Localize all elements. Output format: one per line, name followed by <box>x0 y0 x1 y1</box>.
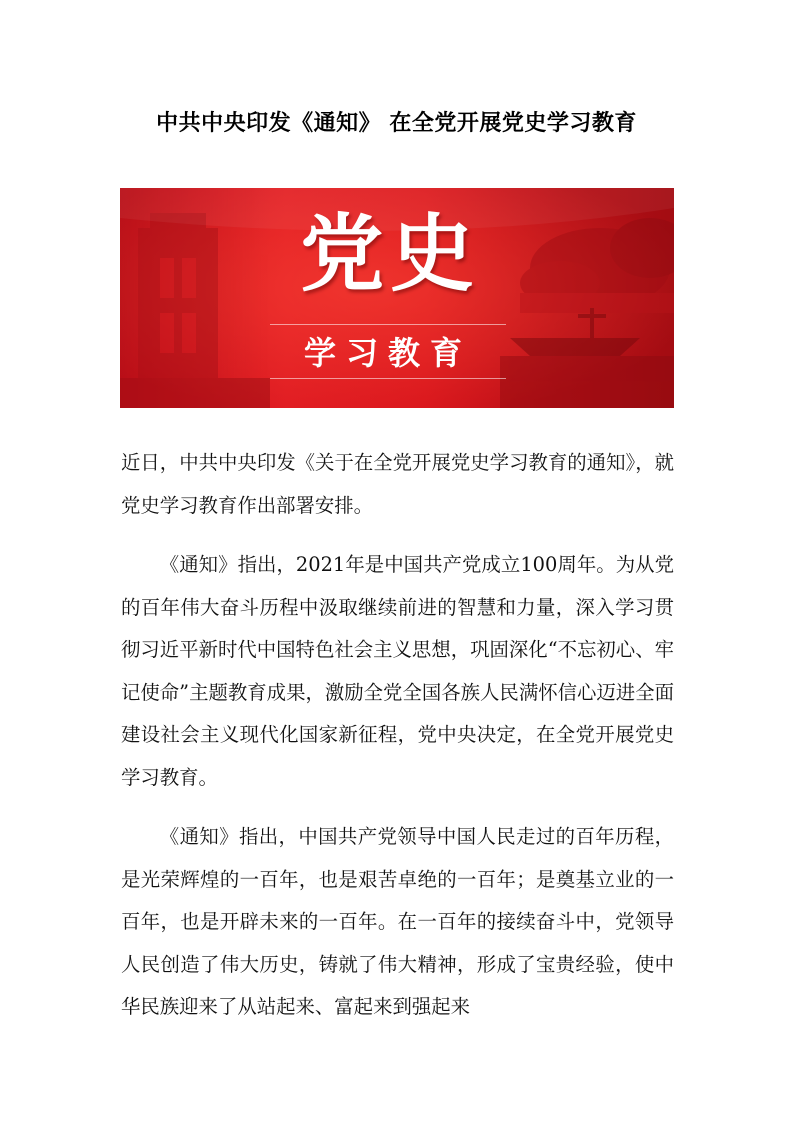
paragraph-notice-1: 《通知》指出，2021年是中国共产党成立100周年。为从党的百年伟大奋斗历程中汲取继续前进的智慧和力量，深入学习贯彻习近平新时代中国特色社会主义思想，巩固深化“不忘初心、牢记使命”主题教育成果，激励全党全国各族人民满怀信心迈进全面建设社会主义现代化国家新征程，党中央决定，在全党开展党史学习教育。 <box>121 553 674 789</box>
banner-divider-bottom <box>270 378 506 379</box>
paragraph-intro: 近日，中共中央印发《关于在全党开展党史学习教育的通知》，就党史学习教育作出部署安排。 <box>121 451 674 517</box>
paragraph-notice-2: 《通知》指出，中国共产党领导中国人民走过的百年历程，是光荣辉煌的一百年，也是艰苦卓绝的一百年；是奠基立业的一百年，也是开辟未来的一百年。在一百年的接续奋斗中，党领导人民创造了伟大历史，铸就了伟大精神，形成了宝贵经验，使中华民族迎来了从站起来、富起来到强起来 <box>121 825 674 1018</box>
document-title: 中共中央印发《通知》 在全党开展党史学习教育 <box>156 111 637 136</box>
banner-divider-top <box>270 324 506 325</box>
banner-main-text: 党史 <box>299 204 480 303</box>
banner-image <box>120 188 674 408</box>
banner-sub-text: 学习教育 <box>303 334 472 372</box>
